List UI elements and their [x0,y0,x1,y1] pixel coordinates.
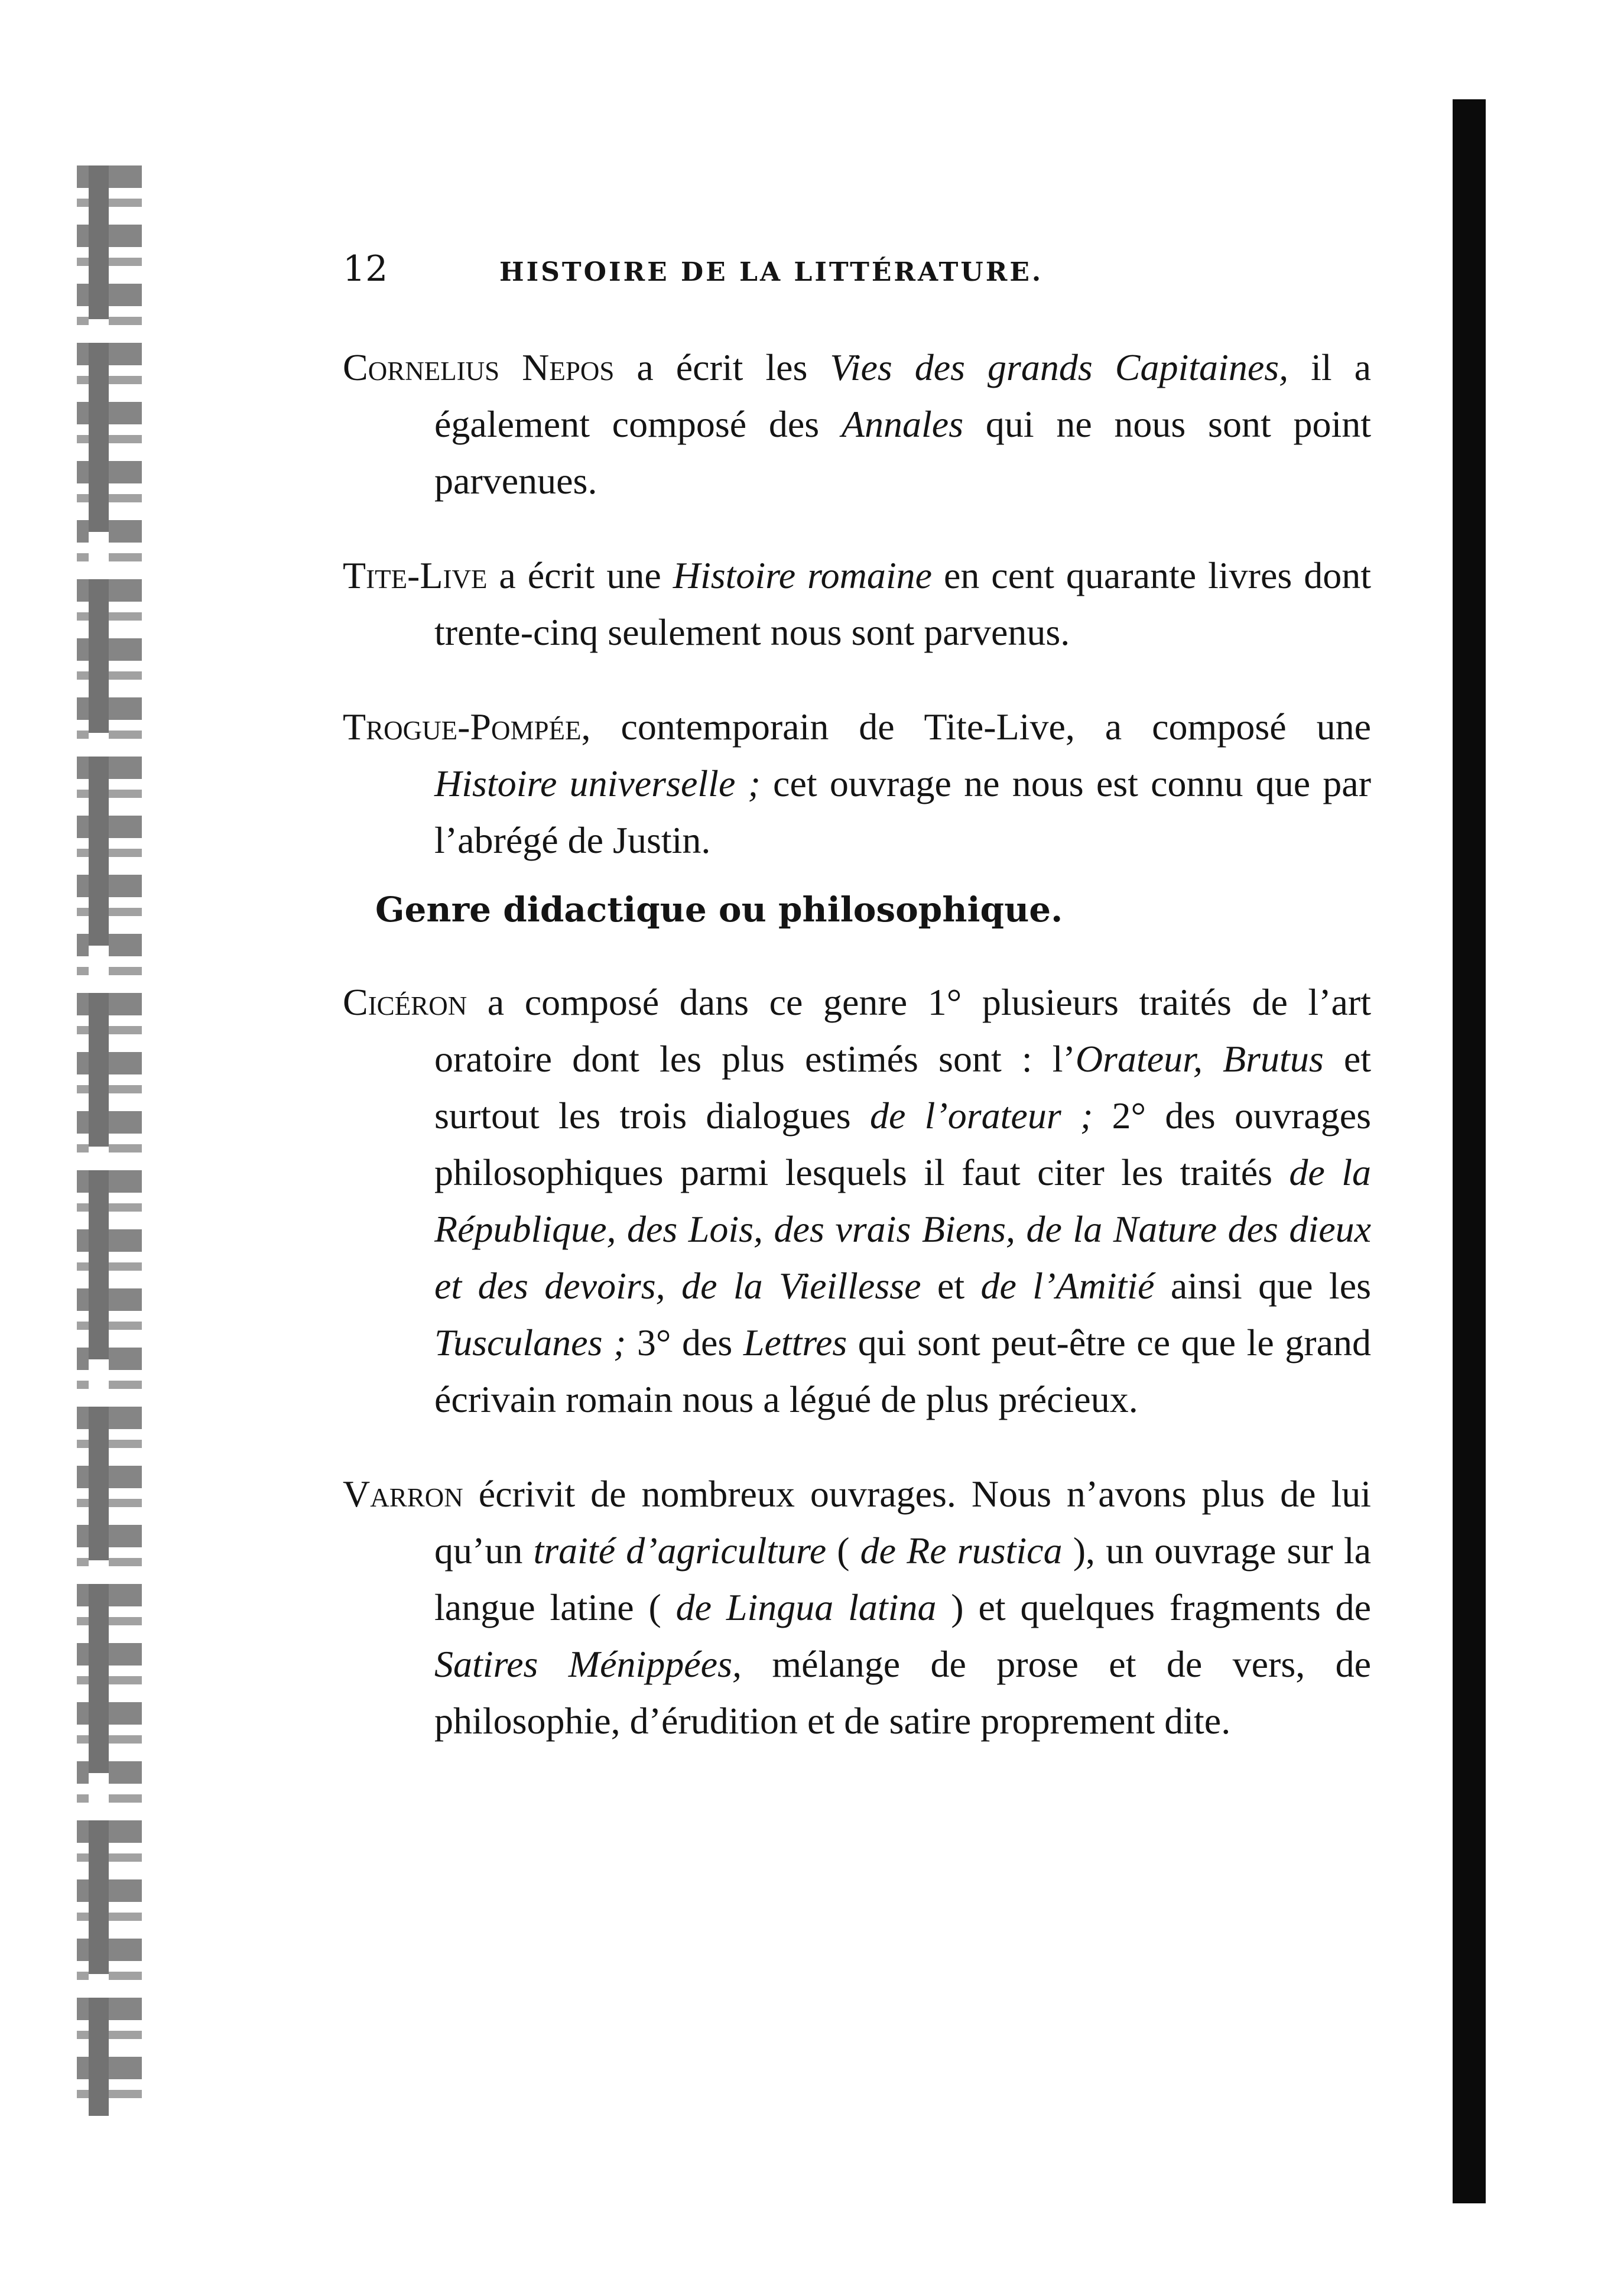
body-text: 2° des ouvrages philosophiques parmi lesquels il faut citer les traités [434,1095,1372,1193]
section-heading: Genre didactique ou philosophique. [375,889,1063,930]
work-title: de la République, des Lois, des vrais Biens, de la Nature des dieux et des devoirs, de la Vieillesse [434,1151,1372,1307]
body-text: a composé dans ce genre 1° plusieurs traités de l’art oratoire dont les plus estimés sont : l’ [434,981,1371,1080]
entry-list [343,339,1371,869]
scan-binding-edge [77,165,142,2116]
body-text: et [921,1265,981,1307]
work-title: Annales [841,403,964,445]
author-entry [343,974,1371,1428]
body-text: a écrit une [487,554,673,596]
work-title: de Lingua latina [675,1586,937,1628]
scan-dark-margin [1453,99,1486,2203]
body-text: en cent quarante livres dont trente-cinq seulement nous sont parvenus. [434,554,1372,653]
author-entry [343,699,1371,869]
work-title: de l’orateur ; [869,1095,1093,1137]
work-title: Histoire romaine [673,554,933,596]
body-text: il a également composé des [434,346,1372,445]
work-title: Orateur, Brutus [1075,1038,1324,1080]
body-text: 3° des [626,1322,743,1363]
body-text: qui sont peut-être ce que le grand écrivain romain nous a légué de plus précieux. [434,1322,1372,1420]
work-title: Tusculanes ; [434,1322,626,1363]
work-title: Histoire universelle ; [434,762,761,804]
author-name: Varron [343,1473,463,1515]
work-title: Satires Ménippées, [434,1643,742,1685]
body-text: , contemporain de Tite-Live, a composé une [581,706,1371,748]
author-name: Cornelius Nepos [343,346,615,388]
author-entry [343,339,1371,509]
work-title: Lettres [743,1322,847,1363]
section-entry-list [343,974,1371,1749]
author-entry [343,547,1371,661]
body-text: ), un ouvrage sur la langue latine ( [434,1530,1372,1628]
body-text: a écrit les [614,346,830,388]
author-name: Tite-Live [343,554,488,596]
author-entry [343,1466,1371,1749]
body-text: ) et quelques fragments de [936,1586,1372,1628]
body-text: qui ne nous sont point parvenues. [434,403,1372,502]
body-text: ainsi que les [1154,1265,1372,1307]
page-number: 12 [343,248,388,290]
body-text: écrivit de nombreux ouvrages. Nous n’avons plus de lui qu’un [434,1473,1371,1572]
book-page [343,248,1371,1758]
body-text: ( [826,1530,860,1572]
author-name: Trogue-Pompée [343,706,582,748]
author-name: Cicéron [343,981,467,1023]
body-text: mélange de prose et de vers, de philosophie, d’érudition et de satire proprement dite. [434,1643,1372,1742]
work-title: de l’Amitié [980,1265,1155,1307]
running-title: HISTOIRE DE LA LITTÉRATURE. [499,257,1044,287]
body-text: cet ouvrage ne nous est connu que par l’abrégé de Justin. [434,762,1372,861]
body-text: et surtout les trois dialogues [434,1038,1372,1137]
work-title: de Re rustica [860,1530,1063,1572]
running-head [343,248,1371,301]
work-title: traité d’agriculture [533,1530,827,1572]
work-title: Vies des grands Capitaines, [830,346,1289,388]
